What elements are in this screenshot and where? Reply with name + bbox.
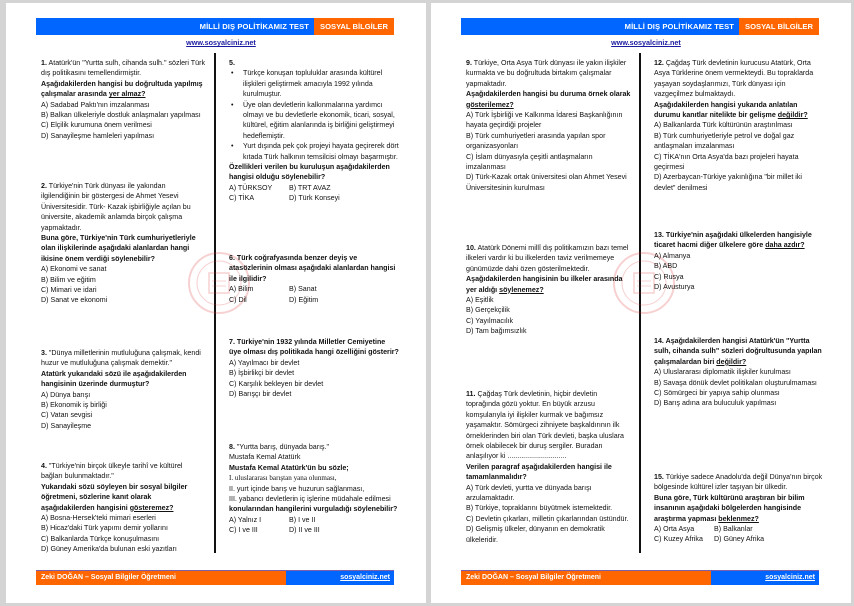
- question-prompt-emphasis: söylenemez?: [499, 285, 544, 294]
- question-prompt: Aşağıdakilerden hangisi bu doğrultuda yapılmış çalışmalar arasında: [41, 79, 203, 99]
- question-prompt-emphasis: yer almaz?: [108, 90, 146, 99]
- footer-author: Zeki DOĞAN – Sosyal Bilgiler Öğretmeni: [461, 571, 711, 585]
- footer-author: Zeki DOĞAN – Sosyal Bilgiler Öğretmeni: [36, 571, 286, 585]
- question-prompt-emphasis: değildir?: [716, 357, 747, 366]
- site-link[interactable]: www.sosyalciniz.net: [186, 38, 256, 47]
- option-b[interactable]: B) Gerçekçilik: [466, 306, 510, 315]
- option-b[interactable]: B) Türk cumhuriyetleri arasında yapılan spor organizasyonları: [466, 131, 606, 151]
- subject-label: SOSYAL BİLGİLER 6: [739, 18, 819, 35]
- question-prompt-emphasis: gösterilemez?: [466, 100, 514, 109]
- site-link[interactable]: www.sosyalciniz.net: [611, 38, 681, 47]
- question-stem: "Dünya milletlerinin mutluluğuna çalışmak, kendi huzur ve mutluluğuna çalışmak demektir.": [41, 349, 201, 368]
- option-a[interactable]: A) Eşitlik: [466, 296, 494, 305]
- question-prompt: Türk coğrafyasında benzer deyiş ve atasözlerinin olması aşağıdaki alanlardan hangisi ile ilgilidir?: [229, 254, 396, 283]
- question-prompt-2: konularından hangilerini vurguladığı söylenebilir?: [229, 505, 398, 514]
- options-grid: [229, 284, 399, 305]
- option-c[interactable]: C) Kuzey Afrika: [654, 535, 703, 544]
- option-c[interactable]: C) Elçilik kurumuna önem verilmesi: [41, 121, 152, 130]
- question-prompt: Buna göre, Türk kültürünü araştıran bir bilim insanının aşağıdaki bölgelerden hangisinde araştırma yapması: [654, 493, 805, 523]
- question-number: 15.: [654, 473, 664, 481]
- option-d[interactable]: D) Sanat ve ekonomi: [41, 296, 108, 305]
- option-b[interactable]: B) Savaşa dönük devlet politikaları oluşturulmaması: [654, 378, 817, 387]
- question-number: 2.: [41, 182, 47, 190]
- option-c[interactable]: C) Vatan sevgisi: [41, 411, 93, 420]
- question-prompt: Aşağıdakilerden hangisi bu duruma örnek olarak: [466, 90, 631, 99]
- option-a[interactable]: A) Türk İşbirliği ve Kalkınma İdaresi Başkanlığının hayata geçirdiği projeler: [466, 111, 623, 130]
- footer-bar: [36, 570, 394, 585]
- question-stem: Atatürk Dönemi millî dış politikamızın bazı temel ilkeleri vardır ki bu ilkelerden taviz verilmemeye günümüzde dahi özen gösterilmektedir.: [466, 244, 629, 273]
- question-10: [466, 243, 631, 337]
- question-2: [41, 181, 206, 306]
- option-c[interactable]: C) İslam dünyasıyla çeşitli antlaşmaların imzalanması: [466, 152, 593, 172]
- statement-iii: III. yabancı devletlerin iç işlerine müdahale edilmesi: [229, 495, 391, 504]
- question-number: 10.: [466, 244, 476, 252]
- question-prompt-emphasis: değildir?: [777, 111, 808, 120]
- option-a[interactable]: A) Almanya: [654, 251, 691, 260]
- option-a[interactable]: A) Uluslararası diplomatik ilişkiler kurulması: [654, 368, 791, 377]
- options-grid: [229, 515, 399, 536]
- question-stem: "Yurtta barış, dünyada barış.": [234, 443, 330, 451]
- option-a[interactable]: A) Orta Asya: [654, 525, 695, 534]
- test-title: MİLLİ DIŞ POLİTİKAMIZ TEST: [624, 22, 734, 31]
- option-a[interactable]: A) Yayılmacı bir devlet: [229, 358, 300, 367]
- option-c[interactable]: C) Yayılmacılık: [466, 316, 514, 325]
- question-6: [229, 253, 399, 305]
- option-d[interactable]: D) Barış adına ara buluculuk yapılması: [654, 399, 777, 408]
- question-15: [654, 472, 824, 545]
- option-d[interactable]: D) Türk-Kazak ortak üniversitesi olan Ahmet Yesevi Üniversitesinin kurulması: [466, 173, 627, 192]
- question-number: 11.: [466, 390, 476, 398]
- quote-source: Mustafa Kemal Atatürk: [229, 453, 301, 462]
- option-d[interactable]: D) Avusturya: [654, 283, 695, 292]
- question-9: [466, 58, 631, 193]
- option-b[interactable]: B) I ve II: [289, 515, 316, 524]
- question-prompt: Buna göre, Türkiye'nin Türk cumhuriyetleriyle olan ilişkilerinde aşağıdaki alanlardan hangi ikisine önem verdiği söylenebilir?: [41, 234, 196, 263]
- question-prompt: Türkiye'nin 1932 yılında Milletler Cemiyetine üye olması dış politikada hangi özelliğini gösterir?: [229, 338, 399, 357]
- option-c[interactable]: C) TİKA'nın Orta Asya'da bazı projeleri hayata geçirmesi: [654, 152, 799, 172]
- footer-site-link[interactable]: sosyalciniz.net: [711, 571, 819, 585]
- option-c[interactable]: C) Balkanlarda Türkçe konuşulmasını: [41, 534, 160, 543]
- question-stem: Türkiye'nin Türk dünyası ile yakından ilgilendiğinin bir göstergesi de Ahmet Yesevi Üniversitesidir. Türk- Kazak işbirliğiyle açılan bu üniversite, akademik anlamda birçok çalışma yapmaktadır.: [41, 182, 191, 232]
- option-d[interactable]: D) Tam bağımsızlık: [466, 327, 527, 336]
- option-b[interactable]: B) Balkan ülkeleriyle dostluk anlaşmaları yapılması: [41, 111, 201, 120]
- statement-ii: II. yurt içinde barış ve huzurun sağlanması,: [229, 484, 365, 493]
- option-c[interactable]: C) TİKA: [229, 194, 255, 203]
- option-b[interactable]: B) Bilim ve eğitim: [41, 275, 96, 284]
- question-number: 8.: [229, 443, 235, 451]
- page-1: [6, 3, 426, 603]
- option-a[interactable]: A) Dünya barışı: [41, 390, 91, 399]
- bullet-item: • Yurt dışında pek çok projeyi hayata geçirerek dört kıtada Türk halkının temsilcisi olmayı başarmıştır.: [229, 141, 399, 162]
- option-b[interactable]: B) Ekonomik iş birliği: [41, 401, 107, 410]
- test-title: MİLLİ DIŞ POLİTİKAMIZ TEST: [199, 22, 309, 31]
- subject-label: SOSYAL BİLGİLER 6: [314, 18, 394, 35]
- option-d[interactable]: D) Eğitim: [289, 295, 319, 304]
- option-a[interactable]: A) Yalnız I: [229, 515, 262, 524]
- option-a[interactable]: A) Sadabad Paktı'nın imzalanması: [41, 100, 150, 109]
- question-prompt: Aşağıdakilerden hangisi yukarıda anlatılan durumu kanıtlar nitelikte bir gelişme: [654, 100, 798, 120]
- statement-i: I. uluslararası barıştan yana olunması,: [229, 474, 337, 483]
- question-prompt: Verilen paragraf aşağıdakilerden hangisi ile tamamlanmalıdır?: [466, 462, 612, 482]
- option-b[interactable]: B) Sanat: [289, 285, 317, 294]
- option-c[interactable]: C) Dil: [229, 295, 247, 304]
- option-d[interactable]: D) Türk Konseyi: [289, 194, 340, 203]
- option-a[interactable]: A) Bosna-Hersek'teki mimari eserleri: [41, 514, 156, 523]
- option-a[interactable]: A) Bilim: [229, 285, 254, 294]
- option-d[interactable]: D) Gelişmiş ülkeler, dünyanın en demokratik ülkeleridir.: [466, 525, 605, 544]
- question-prompt: Aşağıdakilerden hangisi Atatürk'ün "Yurtta sulh, cihanda sulh" sözleri doğrultusunda yapılan çalışmalardan biri: [654, 337, 822, 366]
- question-prompt-emphasis: gösteremez?: [129, 503, 174, 512]
- question-prompt: Atatürk yukarıdaki sözü ile aşağıdakilerden hangisinin üzerinde durmuştur?: [41, 369, 187, 389]
- question-prompt-emphasis: daha azdır?: [765, 241, 805, 250]
- question-14: [654, 336, 824, 409]
- question-prompt: Türkiye'nin aşağıdaki ülkelerden hangisiyle ticaret hacmi diğer ülkelere göre: [654, 231, 812, 250]
- question-3: [41, 348, 206, 431]
- question-number: 4.: [41, 462, 47, 470]
- question-1: [41, 58, 206, 141]
- option-b[interactable]: B) ABD: [654, 262, 678, 271]
- option-d[interactable]: D) Azerbaycan-Türkiye yakınlığına "bir millet iki devlet" denilmesi: [654, 173, 802, 192]
- option-b[interactable]: B) Türk cumhuriyetleriyle petrol ve doğal gaz antlaşmaları imzalanması: [654, 131, 795, 151]
- question-number: 6.: [229, 254, 235, 262]
- question-stem: "Türkiye'nin birçok ülkeyle tarihî ve kültürel bağları bulunmaktadır.": [41, 462, 183, 481]
- option-c[interactable]: C) Karşılık bekleyen bir devlet: [229, 379, 324, 388]
- option-c[interactable]: C) I ve III: [229, 526, 258, 535]
- option-b[interactable]: B) Türkiye, topraklarını büyütmek istemektedir.: [466, 504, 613, 513]
- footer-bar: [461, 570, 819, 585]
- question-8: [229, 442, 399, 536]
- option-d[interactable]: D) Sanayileşme: [41, 421, 92, 430]
- question-number: 9.: [466, 59, 472, 67]
- question-prompt: Mustafa Kemal Atatürk'ün bu sözle;: [229, 463, 349, 472]
- question-4: [41, 461, 206, 555]
- page-2: [431, 3, 851, 603]
- question-stem: Çağdaş Türk devletinin kurucusu Atatürk, Orta Asya Türklerine önem vermekteydi. Bu topraklarda yaşayan soydaşlarımızı, Türk dünyası için vazgeçilmez bulmaktaydı.: [654, 59, 814, 99]
- question-number: 1.: [41, 59, 47, 67]
- option-d[interactable]: D) II ve III: [289, 526, 320, 535]
- option-a[interactable]: A) TÜRKSOY: [229, 183, 273, 192]
- question-prompt-emphasis: beklenmez?: [718, 514, 759, 523]
- option-b[interactable]: B) Balkanlar: [714, 525, 753, 534]
- question-12: [654, 58, 824, 193]
- question-prompt: Yukarıdaki sözü söyleyen bir sosyal bilgiler öğretmeni, sözlerine kanıt olarak aşağıdakilerden hangisini: [41, 482, 188, 512]
- bullet-item: • Türkçe konuşan topluluklar arasında kültürel ilişkileri geliştirmek amacıyla 1992 yılında kurulmuştur.: [229, 68, 399, 99]
- question-stem: Atatürk'ün "Yurtta sulh, cihanda sulh." sözleri Türk dış politikasını temellendirmiştir.: [41, 59, 205, 78]
- question-prompt: Aşağıdakilerden hangisinin bu ilkeler arasında yer aldığı: [466, 275, 623, 294]
- question-13: [654, 230, 824, 292]
- question-11: [466, 389, 631, 545]
- question-number: 7.: [229, 338, 235, 346]
- question-number: 3.: [41, 349, 47, 357]
- options-grid: [654, 524, 824, 545]
- question-stem: Türkiye, Orta Asya Türk dünyası ile yakın ilişkiler kurmakta ve bu doğrultuda birtakım çalışmalar yapmaktadır.: [466, 59, 627, 88]
- question-stem: Türkiye sadece Anadolu'da değil Dünya'nın birçok bölgesinde kültürel izler taşıyan bir ülkedir.: [654, 473, 823, 492]
- bullet-item: • Üye olan devletlerin kalkınmalarına yardımcı olmayı ve bu devletlerle ekonomik, ticari, sosyal, kültürel, eğitim alanlarında iş birliğini geliştirmeyi hedeflemiştir.: [229, 100, 399, 142]
- option-a[interactable]: A) Balkanlarda Türk kültürünün araştırılması: [654, 121, 793, 130]
- question-5: [229, 58, 399, 204]
- option-c[interactable]: C) Mimari ve idari: [41, 286, 97, 295]
- question-stem: Çağdaş Türk devletinin, hiçbir devletin toprağında gözü yoktur. En büyük arzusu komşularıyla iyi ilişkiler kurmak ve bağımsız yaşamaktır. Sömürgeci zihniyete başkaldırının ilk örneklerinden biri olan Türk devleti, başka uluslara örnek olabilecek bir duruş sergiler. Buradan anlaşılıyor ki ..............................: [466, 390, 624, 461]
- option-a[interactable]: A) Ekonomi ve sanat: [41, 265, 107, 274]
- option-d[interactable]: D) Sanayileşme hamleleri yapılması: [41, 131, 155, 140]
- question-prompt: Özellikleri verilen bu kuruluşun aşağıdakilerden hangisi olduğu söylenebilir?: [229, 163, 390, 182]
- question-number: 13.: [654, 231, 664, 239]
- footer-site-link[interactable]: sosyalciniz.net: [286, 571, 394, 585]
- option-c[interactable]: C) Sömürgeci bir yapıya sahip olunması: [654, 389, 780, 398]
- question-number: 14.: [654, 337, 664, 345]
- option-b[interactable]: B) İşbirlikçi bir devlet: [229, 369, 295, 378]
- option-c[interactable]: C) Devletin çıkarları, milletin çıkarlarından üstündür.: [466, 514, 629, 523]
- option-c[interactable]: C) Rusya: [654, 272, 684, 281]
- question-7: [229, 337, 399, 399]
- options-grid: [229, 183, 399, 204]
- option-a[interactable]: A) Türk devleti, yurtta ve dünyada barışı arzulamaktadır.: [466, 483, 592, 503]
- option-d[interactable]: D) Güney Amerika'da bulunan eski yazıtları: [41, 545, 177, 554]
- option-d[interactable]: D) Güney Afrika: [714, 535, 765, 544]
- question-number: 12.: [654, 59, 664, 67]
- option-d[interactable]: D) Barışçı bir devlet: [229, 390, 292, 399]
- option-b[interactable]: B) Hicaz'daki Türk yapımı demir yollarını: [41, 524, 168, 533]
- bullet-list: [229, 68, 399, 162]
- question-number: 5.: [229, 59, 235, 67]
- option-b[interactable]: B) TRT AVAZ: [289, 183, 331, 192]
